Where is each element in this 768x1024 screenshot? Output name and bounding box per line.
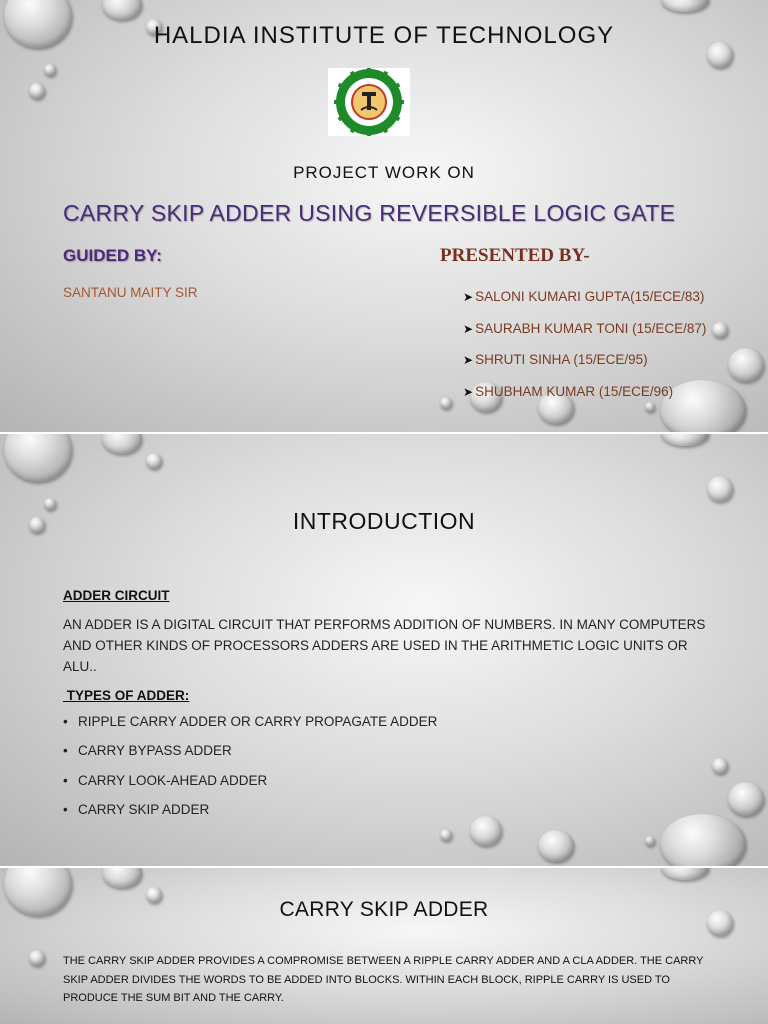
water-drop (44, 64, 56, 76)
water-drop (29, 83, 45, 99)
water-drop (440, 829, 452, 841)
water-drop (661, 868, 709, 880)
arrowhead-bullet-icon: ➤ (463, 321, 474, 336)
adder-type: RIPPLE CARRY ADDER OR CARRY PROPAGATE ADDER (78, 714, 438, 729)
list-item (63, 714, 437, 743)
water-drop (661, 434, 709, 446)
water-drop (712, 758, 728, 774)
college-logo-icon (329, 68, 409, 136)
presenter-name: SALONI KUMARI GUPTA(15/ECE/83) (475, 289, 705, 304)
carry-skip-description: THE CARRY SKIP ADDER PROVIDES A COMPROMISE BETWEEN A RIPPLE CARRY ADDER AND A CLA ADDER. THE CARRY SKIP ADDER DIVIDES THE WORDS TO BE ADDED INTO BLOCKS. WITHIN EACH BLOCK, RIPPLE CARRY IS USED TO PRODUCE THE SUM BIT AND THE CARRY. (63, 955, 704, 1004)
college-logo (328, 68, 410, 136)
slide-title: CARRY SKIP ADDER (279, 898, 489, 921)
list-item (63, 773, 437, 802)
adder-types-list (63, 714, 437, 831)
list-item (463, 384, 706, 416)
water-drop (440, 397, 452, 409)
list-item (63, 743, 437, 772)
adder-description: AN ADDER IS A DIGITAL CIRCUIT THAT PERFORMS ADDITION OF NUMBERS. IN MANY COMPUTERS AND OTHER KINDS OF PROCESSORS ADDERS ARE USED IN THE ARITHMETIC LOGIC UNITS OR ALU.. (63, 617, 706, 674)
arrowhead-bullet-icon: ➤ (463, 353, 474, 367)
types-heading: TYPES OF ADDER: (63, 688, 190, 703)
water-drop (102, 0, 142, 20)
presenter-name: SHUBHAM KUMAR (15/ECE/96) (475, 383, 674, 399)
slide-introduction (0, 434, 768, 866)
water-drop (102, 434, 142, 454)
arrowhead-bullet-icon: ➤ (463, 384, 474, 399)
slide-title (0, 0, 768, 432)
bullet-icon: • (63, 772, 68, 788)
guide-name: SANTANU MAITY SIR (63, 285, 198, 300)
water-drop (660, 814, 746, 866)
adder-type: CARRY BYPASS ADDER (78, 743, 232, 759)
arrowhead-bullet-icon: ➤ (463, 290, 474, 304)
water-drop (538, 830, 574, 862)
bullet-icon: • (63, 801, 68, 817)
adder-type: CARRY LOOK-AHEAD ADDER (78, 772, 268, 788)
presenter-name: SHRUTI SINHA (15/ECE/95) (475, 352, 648, 367)
water-drop (728, 348, 764, 382)
water-drop (661, 0, 709, 12)
water-drop (29, 950, 45, 966)
bullet-icon: • (63, 743, 68, 759)
water-drop (712, 322, 728, 338)
institute-name: HALDIA INSTITUTE OF TECHNOLOGY (153, 22, 615, 49)
water-drop (4, 434, 72, 482)
list-item (463, 321, 706, 353)
water-drop (728, 782, 764, 816)
water-drop (470, 816, 502, 846)
list-item (63, 802, 437, 831)
water-drop (146, 453, 162, 469)
list-item (463, 352, 706, 384)
presenter-list (463, 289, 706, 415)
presented-by-label: PRESENTED BY- (440, 245, 590, 266)
water-drop (645, 836, 655, 846)
adder-circuit-heading: ADDER CIRCUIT (63, 588, 170, 603)
presenter-name: SAURABH KUMAR TONI (15/ECE/87) (475, 320, 707, 336)
project-work-label: PROJECT WORK ON (293, 163, 475, 182)
list-item (463, 289, 706, 321)
slide-carry-skip-adder (0, 868, 768, 1024)
guided-by-label: GUIDED BY: (63, 246, 162, 265)
water-drop (707, 476, 733, 502)
project-title: CARRY SKIP ADDER USING REVERSIBLE LOGIC GATE (63, 200, 676, 226)
water-drop (102, 868, 142, 888)
slide-title: INTRODUCTION (292, 508, 476, 534)
adder-type: CARRY SKIP ADDER (78, 801, 210, 817)
bullet-icon: • (63, 714, 68, 729)
